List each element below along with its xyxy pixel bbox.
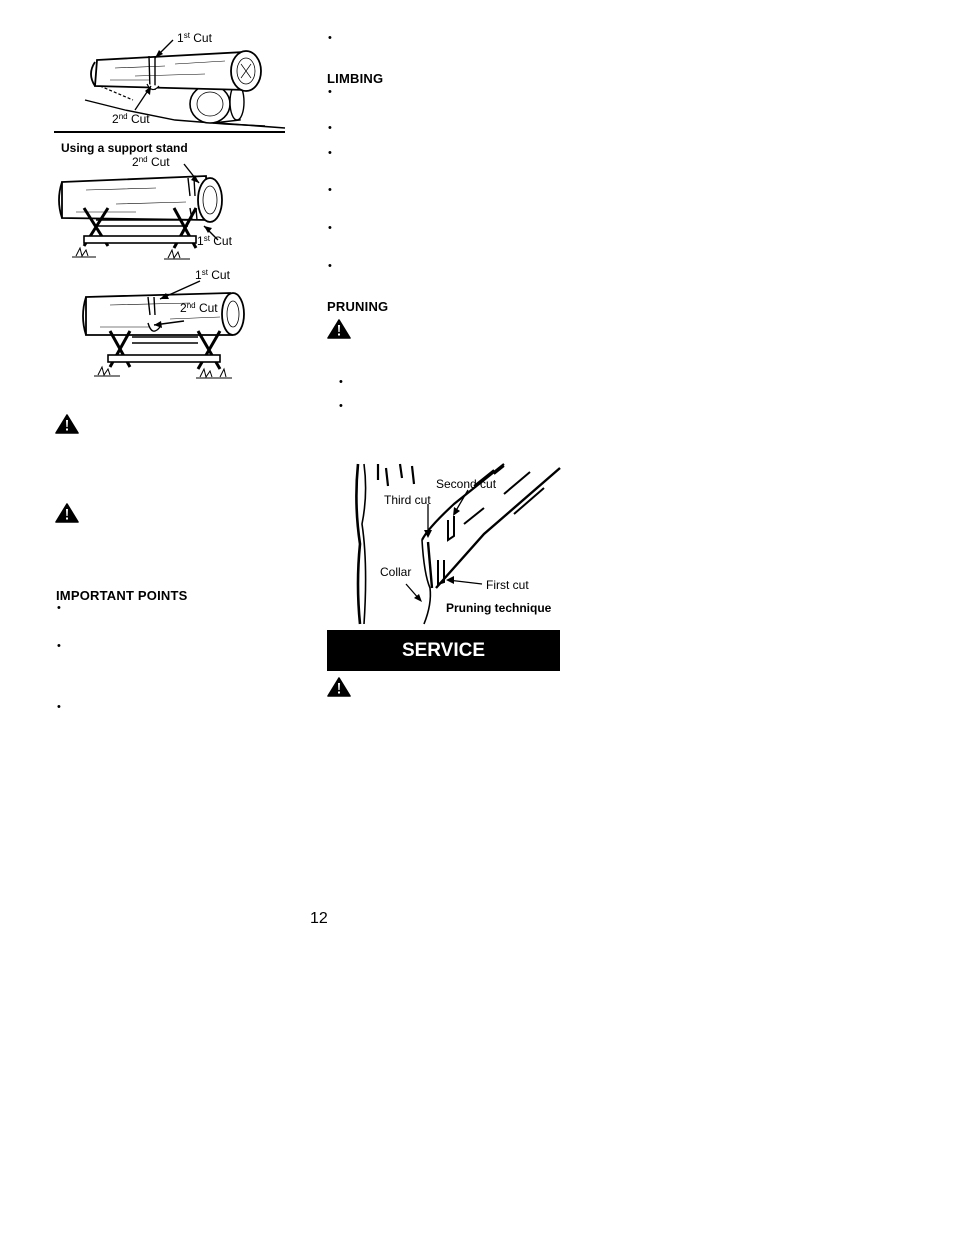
list-item-bullet: • [328, 222, 332, 234]
service-section-header [327, 630, 560, 671]
list-item-bullet: • [57, 701, 61, 713]
third-cut-label: Third cut [384, 493, 431, 507]
pruning-heading: PRUNING [327, 299, 389, 314]
first-cut-label: First cut [486, 578, 529, 592]
pruning-technique-caption: Pruning technique [446, 601, 552, 615]
stand-bottom-second-cut-label: 2nd Cut [180, 301, 218, 315]
support-stand-bottom-illustration [80, 283, 250, 381]
important-points-heading: IMPORTANT POINTS [56, 588, 188, 603]
warning-triangle-icon [55, 503, 79, 523]
collar-label: Collar [380, 565, 412, 579]
warning-triangle-icon [55, 414, 79, 434]
first-cut-label: 1st Cut [177, 31, 212, 45]
list-item-bullet: • [328, 184, 332, 196]
list-item-bullet: • [328, 147, 332, 159]
list-item-bullet: • [57, 640, 61, 652]
support-stand-caption: Using a support stand [61, 141, 188, 155]
stand-bottom-first-cut-label: 1st Cut [195, 268, 230, 282]
service-title: SERVICE [401, 639, 486, 661]
list-item-bullet: • [328, 260, 332, 272]
list-item-bullet: • [339, 400, 343, 412]
list-item-bullet: • [57, 602, 61, 614]
stand-top-first-cut-label: 1st Cut [197, 234, 232, 248]
warning-triangle-icon [327, 319, 351, 339]
list-item-bullet: • [328, 32, 332, 44]
list-item-bullet: • [328, 122, 332, 134]
list-item-bullet: • [328, 86, 332, 98]
page-number: 12 [310, 910, 328, 927]
support-stand-top-illustration [56, 168, 236, 264]
log-on-ground-illustration [55, 28, 287, 134]
warning-triangle-icon [327, 677, 351, 697]
second-cut-label: Second cut [436, 477, 497, 491]
stand-top-second-cut-label: 2nd Cut [132, 155, 170, 169]
limbing-heading: LIMBING [327, 71, 384, 86]
figure-divider [54, 131, 285, 133]
list-item-bullet: • [339, 376, 343, 388]
second-cut-label: 2nd Cut [112, 112, 150, 126]
